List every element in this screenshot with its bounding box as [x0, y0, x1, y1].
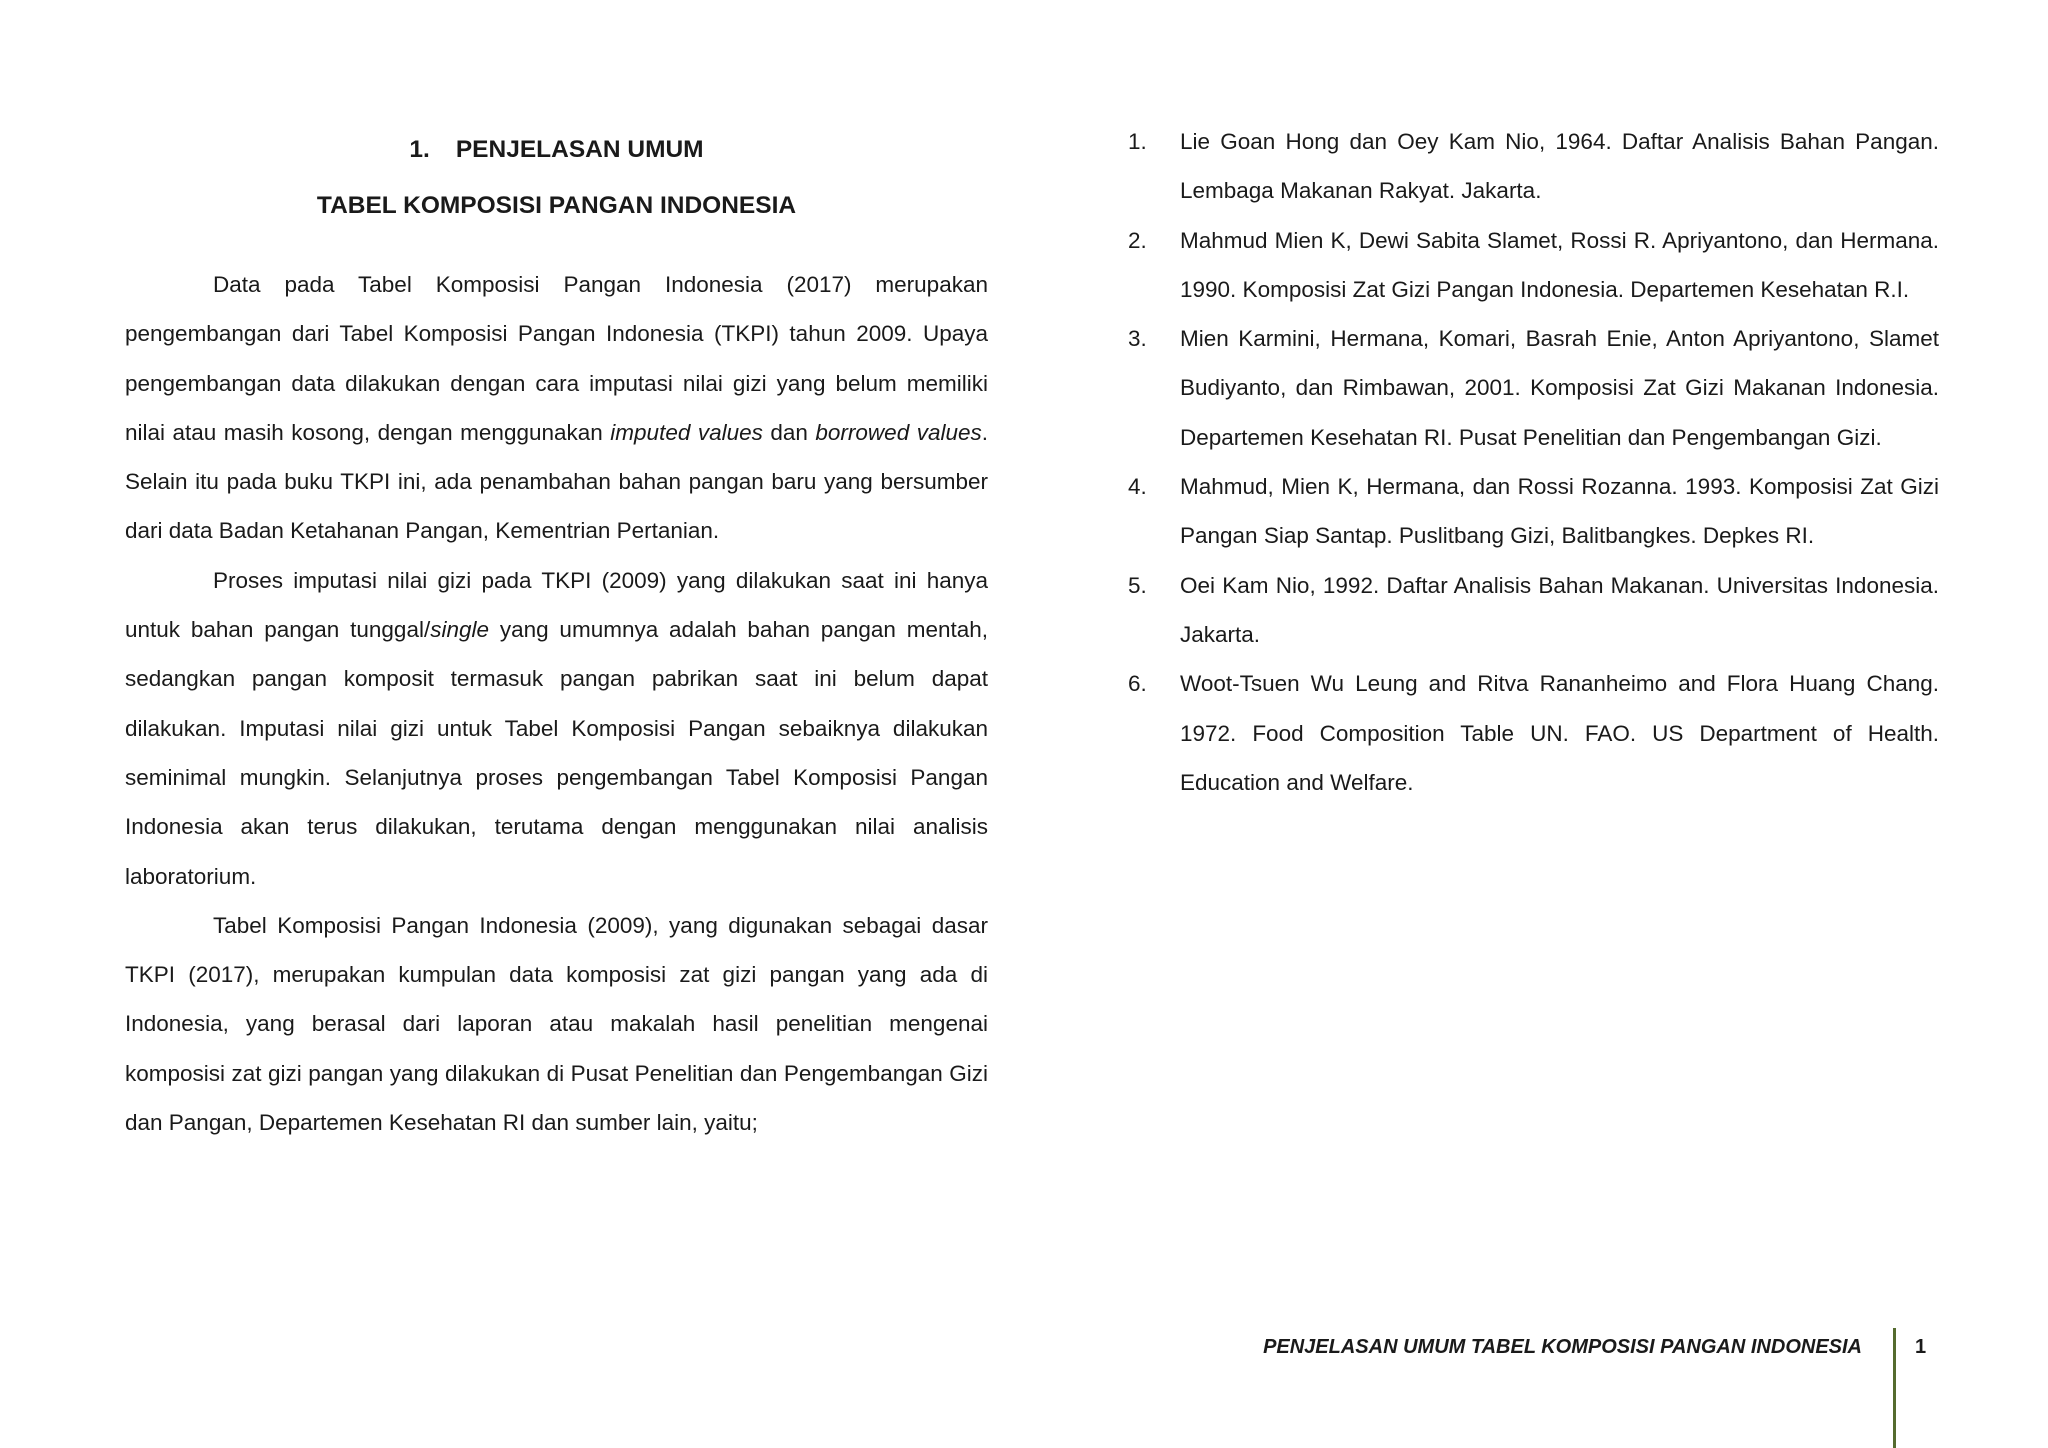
reference-text: Mahmud, Mien K, Hermana, dan Rossi Rozanna. 1993. Komposisi Zat Gizi Pangan Siap Santap. Puslitbang Gizi, Balitbangkes. Depkes RI. — [1180, 474, 1939, 549]
reference-item — [1128, 216, 1939, 315]
paragraph-text: yang umumnya adalah bahan pangan mentah, sedangkan pangan komposit termasuk pangan pabrikan saat ini belum dapat dilakukan. Imputasi nilai gizi untuk Tabel Komposisi Pangan sebaiknya dilakukan seminimal mungkin. Selanjutnya proses pengembangan Tabel Komposisi Pangan Indonesia akan terus dilakukan, terutama dengan menggunakan nilai analisis laboratorium. — [125, 617, 989, 889]
paragraph-3 — [125, 901, 988, 1147]
section-number: 1. — [409, 136, 430, 163]
reference-number: 5. — [1128, 572, 1147, 598]
reference-text: Lie Goan Hong dan Oey Kam Nio, 1964. Daftar Analisis Bahan Pangan. Lembaga Makanan Rakyat. Jakarta. — [1180, 129, 1939, 204]
footer-divider — [1893, 1328, 1896, 1448]
paragraph-text: Tabel Komposisi Pangan Indonesia (2009), yang digunakan sebagai dasar TKPI (2017), merupakan kumpulan data komposisi zat gizi pangan yang ada di Indonesia, yang berasal dari laporan atau makalah hasil penelitian mengenai komposisi zat gizi pangan yang dilakukan di Pusat Penelitian dan Pengembangan Gizi dan Pangan, Departemen Kesehatan RI dan sumber lain, yaitu; — [125, 912, 988, 1136]
paragraph-text: Data pada Tabel Komposisi Pangan Indonesia (2017) merupakan pengembangan dari Tabel Komposisi Pangan Indonesia (TKPI) tahun 2009. Upaya pengembangan data dilakukan dengan cara imputasi nilai gizi yang belum memiliki nilai atau masih kosong, dengan menggunakan — [125, 272, 988, 445]
reference-number: 1. — [1128, 129, 1147, 154]
section-subtitle: TABEL KOMPOSISI PANGAN INDONESIA — [316, 192, 797, 219]
reference-item — [1128, 462, 1939, 561]
paragraph-text: Proses imputasi nilai gizi pada TKPI (2009) yang dilakukan saat ini hanya untuk bahan pangan tunggal/ — [125, 567, 988, 643]
reference-text: Woot-Tsuen Wu Leung and Ritva Rananheimo and Flora Huang Chang. 1972. Food Composition Table UN. FAO. US Department of Health. Education and Welfare. — [1180, 671, 1939, 795]
left-column — [125, 122, 988, 1147]
reference-number: 6. — [1128, 671, 1147, 697]
italic-term-borrowed-values: borrowed values — [815, 419, 982, 445]
reference-item — [1128, 117, 1939, 216]
reference-list — [1128, 117, 1939, 807]
reference-item — [1128, 314, 1939, 462]
section-title: PENJELASAN UMUM — [455, 136, 704, 163]
reference-text: Mahmud Mien K, Dewi Sabita Slamet, Rossi R. Apriyantono, dan Hermana. 1990. Komposisi Zat Gizi Pangan Indonesia. Departemen Kesehatan R.I. — [1180, 227, 1939, 302]
paragraph-text: . Selain itu pada buku TKPI ini, ada penambahan bahan pangan baru yang bersumber dari data Badan Ketahanan Pangan, Kementrian Pertanian. — [125, 419, 989, 544]
paragraph-1 — [125, 260, 988, 556]
page-number: 1 — [1915, 1336, 1927, 1358]
reference-text: Oei Kam Nio, 1992. Daftar Analisis Bahan Makanan. Universitas Indonesia. Jakarta. — [1180, 572, 1939, 647]
reference-item — [1128, 659, 1939, 807]
reference-number: 3. — [1128, 326, 1147, 352]
heading-spacer — [125, 234, 988, 260]
section-heading — [125, 122, 988, 178]
paragraph-text: dan — [762, 419, 816, 445]
paragraph-2 — [125, 556, 988, 901]
right-column — [1128, 117, 1939, 807]
reference-number: 2. — [1128, 227, 1147, 253]
reference-item — [1128, 561, 1939, 660]
reference-text: Mien Karmini, Hermana, Komari, Basrah Enie, Anton Apriyantono, Slamet Budiyanto, dan Rimbawan, 2001. Komposisi Zat Gizi Makanan Indonesia. Departemen Kesehatan RI. Pusat Penelitian dan Pengembangan Gizi. — [1180, 326, 1939, 450]
italic-term-imputed-values: imputed values — [610, 419, 763, 445]
reference-number: 4. — [1128, 474, 1147, 500]
footer-title: PENJELASAN UMUM TABEL KOMPOSISI PANGAN INDONESIA — [1263, 1336, 1862, 1358]
italic-term-single: single — [430, 617, 490, 643]
